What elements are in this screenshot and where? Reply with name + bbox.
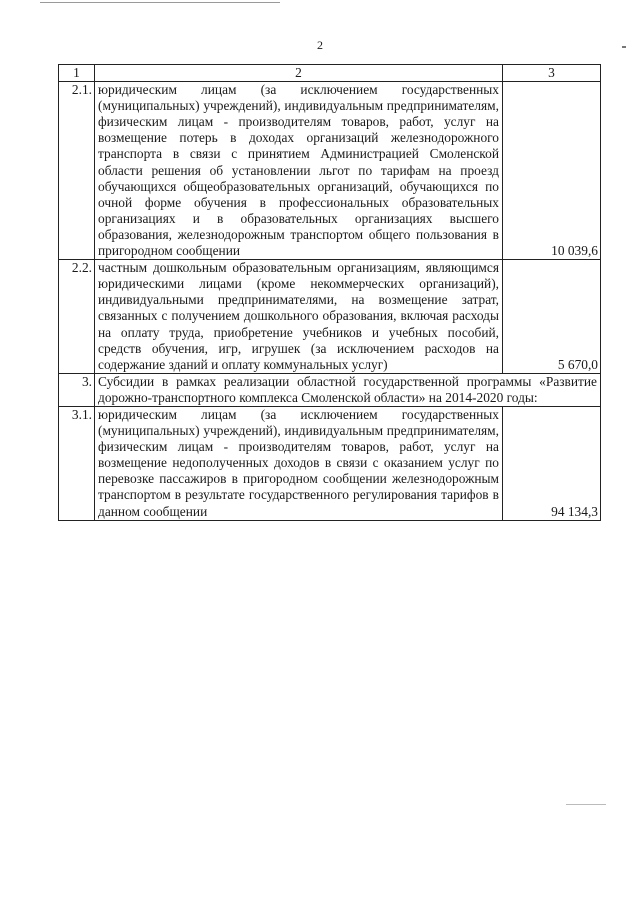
table-row (59, 373, 601, 406)
budget-table (58, 64, 601, 521)
table-header-row (59, 65, 601, 82)
column-header: 1 (59, 65, 95, 82)
table-row (59, 406, 601, 520)
page-number: 2 (317, 38, 323, 52)
row-amount: 94 134,3 (503, 406, 601, 520)
row-amount: 5 670,0 (503, 260, 601, 374)
column-header: 2 (95, 65, 503, 82)
row-number: 3. (59, 373, 95, 406)
scan-edge-line (40, 2, 280, 3)
table-row (59, 82, 601, 260)
scan-mark (566, 804, 606, 805)
row-number: 2.1. (59, 82, 95, 260)
row-amount: 10 039,6 (503, 82, 601, 260)
row-description: частным дошкольным образовательным организациям, являющимся юридическими лицами (кроме некоммерческих организаций), индивидуальными предпринимателями, на возмещение затрат, связанных с получением дошкольного образования, включая расходы на оплату труда, приобретение учебников и учебных пособий, средств обучения, игр, игрушек (за исключением расходов на содержание зданий и оплату коммунальных услуг) (95, 260, 503, 374)
row-number: 2.2. (59, 260, 95, 374)
row-number: 3.1. (59, 406, 95, 520)
row-description: юридическим лицам (за исключением государственных (муниципальных) учреждений), индивидуальным предпринимателям, физическим лицам - производителям товаров, работ, услуг на возмещение недополученных доходов в связи с оказанием услуг по перевозке пассажиров в пригородном сообщении железнодорожным транспортом в результате государственного регулирования тарифов в данном сообщении (95, 406, 503, 520)
section-heading: Субсидии в рамках реализации областной государственной программы «Развитие дорожно-транспортного комплекса Смоленской области» на 2014-2020 годы: (95, 373, 601, 406)
row-description: юридическим лицам (за исключением государственных (муниципальных) учреждений), индивидуальным предпринимателям, физическим лицам - производителям товаров, работ, услуг на возмещение потерь в доходах организаций железнодорожного транспорта в связи с принятием Администрацией Смоленской области решения об установлении льгот по тарифам на проезд обучающихся общеобразовательных организаций, обучающихся по очной форме обучения в профессиональных образовательных организациях и в образовательных организациях высшего образования, железнодорожным транспортом общего пользования в пригородном сообщении (95, 82, 503, 260)
column-header: 3 (503, 65, 601, 82)
table-row (59, 260, 601, 374)
